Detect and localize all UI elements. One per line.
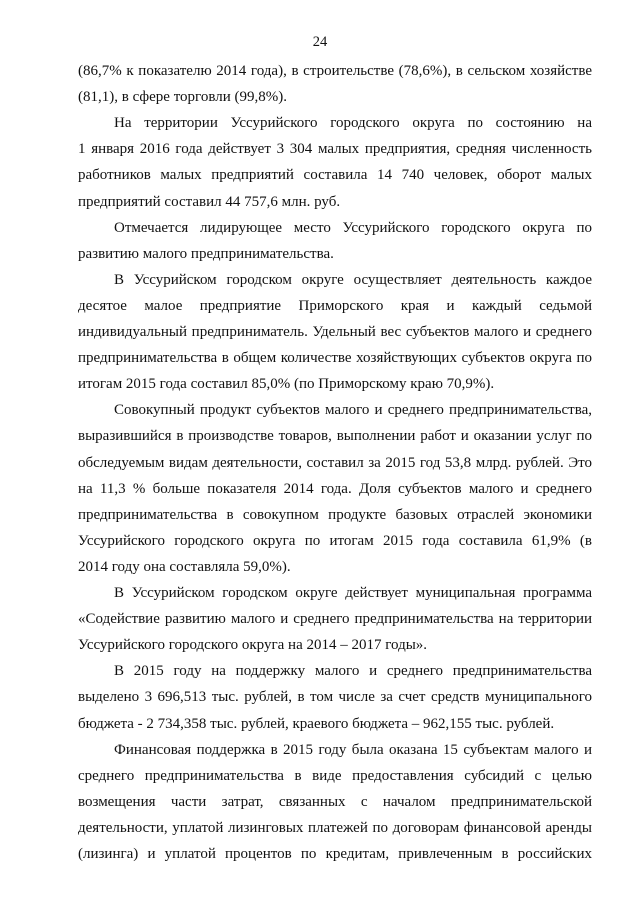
text-line: Уссурийского городского округа по итогам 2015 года составила 61,9% (в [78, 532, 592, 549]
text-line: Совокупный продукт субъектов малого и среднего предпринимательства, [114, 402, 592, 419]
text-line: Отмечается лидирующее место Уссурийского городского округа по [114, 219, 592, 236]
page-number: 24 [312, 34, 328, 50]
text-line: возмещения части затрат, связанных с началом предпринимательской [78, 793, 592, 810]
text-line: работников малых предприятий составила 14 740 человек, оборот малых [78, 167, 592, 184]
text-line: десятое малое предприятие Приморского края и каждый седьмой [78, 297, 592, 314]
text-line: развитию малого предпринимательства. [78, 245, 334, 262]
text-line: предпринимательства в совокупном продукте базовых отраслей экономики [78, 506, 592, 523]
text-line: итогам 2015 года составил 85,0% (по Приморскому краю 70,9%). [78, 376, 495, 393]
text-line: выразившийся в производстве товаров, выполнении работ и оказании услуг по [78, 428, 592, 445]
text-line: на 11,3 % больше показателя 2014 года. Доля субъектов малого и среднего [78, 480, 592, 497]
text-line: деятельности, уплатой лизинговых платежей по договорам финансовой аренды [78, 819, 592, 836]
text-line: индивидуальный предприниматель. Удельный вес субъектов малого и среднего [78, 324, 592, 340]
text-line: среднего предпринимательства в виде предоставления субсидий с целью [78, 767, 592, 784]
text-line: «Содействие развитию малого и среднего предпринимательства на территории [78, 611, 592, 628]
text-line: (лизинга) и уплатой процентов по кредитам, привлеченным в российских [78, 846, 592, 862]
text-line: В 2015 году на поддержку малого и среднего предпринимательства [114, 663, 592, 680]
text-line: 1 января 2016 года действует 3 304 малых предприятия, средняя численность [78, 141, 592, 158]
text-line: (81,1), в сфере торговли (99,8%). [78, 89, 287, 106]
text-line: бюджета - 2 734,358 тыс. рублей, краевого бюджета – 962,155 тыс. рублей. [78, 715, 555, 732]
text-line: предпринимательства в общем количестве хозяйствующих субъектов округа по [78, 350, 592, 367]
text-line: (86,7% к показателю 2014 года), в строительстве (78,6%), в сельском хозяйстве [78, 63, 592, 79]
text-line: В Уссурийском городском округе действует муниципальная программа [114, 585, 592, 601]
text-line: 2014 году она составляла 59,0%). [78, 558, 291, 575]
text-line: Финансовая поддержка в 2015 году была оказана 15 субъектам малого и [114, 741, 592, 758]
text-line: На территории Уссурийского городского округа по состоянию на [114, 115, 592, 132]
text-line: предприятий составил 44 757,6 млн. руб. [78, 193, 341, 210]
text-line: обследуемым видам деятельности, составил за 2015 год 53,8 млрд. рублей. Это [78, 454, 592, 471]
text-line: В Уссурийском городском округе осуществляет деятельность каждое [114, 271, 592, 288]
text-line: выделено 3 696,513 тыс. рублей, в том числе за счет средств муниципального [78, 689, 592, 706]
text-line: Уссурийского городского округа на 2014 – 2017 годы». [78, 637, 428, 654]
